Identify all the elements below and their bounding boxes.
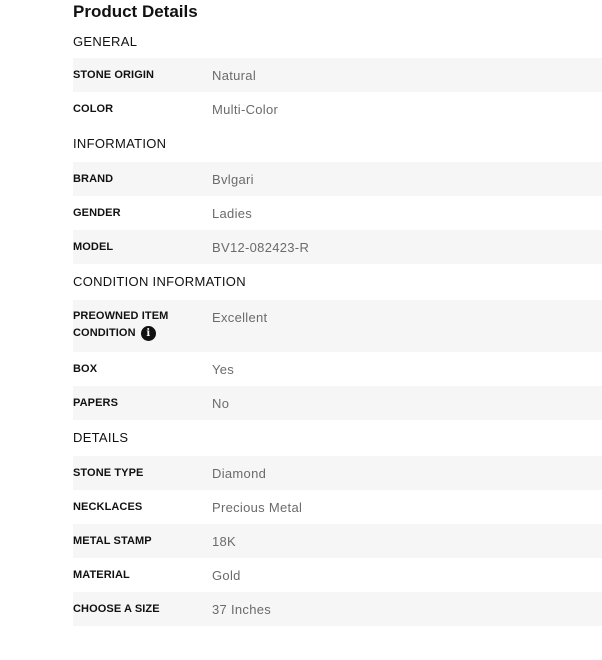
row-label bbox=[73, 300, 212, 342]
table-row bbox=[73, 300, 602, 352]
section-general bbox=[73, 58, 602, 126]
row-label: BRAND bbox=[73, 172, 114, 185]
row-label: METAL STAMP bbox=[73, 534, 152, 547]
row-label: COLOR bbox=[73, 102, 114, 115]
row-value: Gold bbox=[212, 567, 241, 583]
row-value: Yes bbox=[212, 361, 235, 377]
section-heading-general: GENERAL bbox=[73, 34, 138, 49]
section-information bbox=[73, 162, 602, 264]
row-value: Natural bbox=[212, 67, 257, 83]
section-details bbox=[73, 456, 602, 626]
table-row bbox=[73, 558, 602, 592]
row-value: Multi-Color bbox=[212, 101, 279, 117]
row-label: STONE TYPE bbox=[73, 466, 144, 479]
info-icon[interactable]: i bbox=[141, 326, 156, 341]
row-value: 18K bbox=[212, 533, 237, 549]
table-row bbox=[73, 456, 602, 490]
table-row bbox=[73, 196, 602, 230]
row-label: NECKLACES bbox=[73, 500, 143, 513]
section-heading-details: DETAILS bbox=[73, 430, 129, 445]
row-label-line1: PREOWNED ITEM bbox=[73, 310, 169, 322]
table-row bbox=[73, 386, 602, 420]
table-row bbox=[73, 352, 602, 386]
table-row bbox=[73, 230, 602, 264]
section-heading-information: INFORMATION bbox=[73, 136, 167, 151]
row-label-line2: CONDITION bbox=[73, 327, 136, 339]
table-row bbox=[73, 92, 602, 126]
row-label: PAPERS bbox=[73, 396, 119, 409]
section-heading-condition: CONDITION INFORMATION bbox=[73, 274, 246, 289]
row-value: Bvlgari bbox=[212, 171, 254, 187]
table-row bbox=[73, 162, 602, 196]
table-row bbox=[73, 592, 602, 626]
row-value: No bbox=[212, 395, 230, 411]
row-label: STONE ORIGIN bbox=[73, 68, 155, 81]
row-label: GENDER bbox=[73, 206, 121, 219]
table-row bbox=[73, 490, 602, 524]
row-value: Excellent bbox=[212, 310, 268, 325]
row-value: 37 Inches bbox=[212, 601, 272, 617]
row-label: MATERIAL bbox=[73, 568, 130, 581]
section-condition bbox=[73, 300, 602, 420]
row-label: BOX bbox=[73, 362, 98, 375]
row-label: CHOOSE A SIZE bbox=[73, 602, 160, 615]
row-label: MODEL bbox=[73, 240, 114, 253]
row-value: Ladies bbox=[212, 205, 253, 221]
table-row bbox=[73, 58, 602, 92]
table-row bbox=[73, 524, 602, 558]
row-value: Precious Metal bbox=[212, 499, 303, 515]
product-details bbox=[73, 0, 602, 626]
row-value: Diamond bbox=[212, 465, 267, 481]
row-value: BV12-082423-R bbox=[212, 239, 310, 255]
page-title: Product Details bbox=[73, 2, 198, 21]
